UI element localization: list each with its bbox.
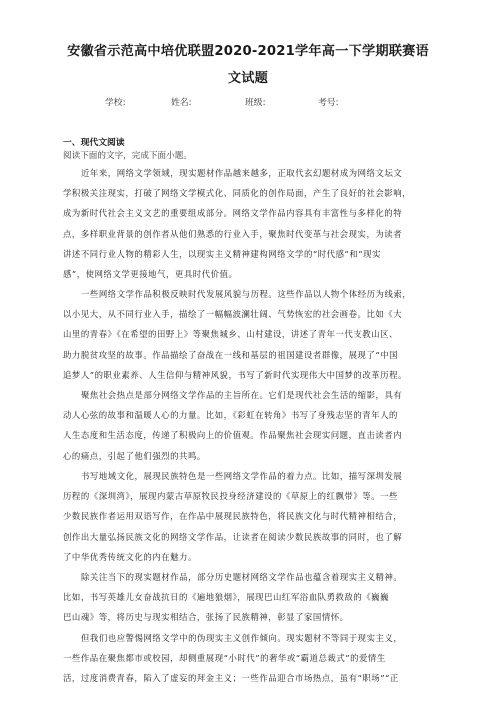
instruction: 阅读下面的文字，完成下面小题。 [63, 151, 192, 161]
paragraph-line: 一些网络文学作品积极反映时代发展风貌与历程。这些作品以人物个体经历为线索， [81, 289, 412, 299]
paragraph-line: 但我们也应警惕网络文学中的伪现实主义创作倾向。现实题材不等同于现实主义， [81, 633, 403, 643]
paragraph-line: 书写地域文化，展现民族特色是一些网络文学作品的着力点。比如，描写深圳发展 [81, 471, 403, 481]
paragraph-4 [63, 466, 431, 567]
paragraph-line: 山里的青春》《在希望的田野上》等聚焦城乡、山村建设，讲述了青年一代支教山区、 [63, 329, 398, 340]
paragraph-line: 了中华优秀传统文化的内在魅力。 [63, 551, 197, 562]
paragraph-5 [63, 567, 431, 628]
document-title-continued: 文试题 [227, 71, 269, 86]
paragraph-line: 点，多样职业背景的创作者从他们熟悉的行业入手，聚焦时代变革与社会现实，为读者 [63, 228, 403, 239]
paragraph-line: 比如，书写英雄儿女奋战抗日的《遍地狼烟》，展现巴山红军浴血队勇救敌的《巍巍 [63, 592, 390, 603]
paragraph-line: 除关注当下的现实题材作品，部分历史题材网络文学作品也蕴含着现实主义精神。 [81, 572, 403, 582]
paragraph-line: 助力脱贫攻坚的故事。作品描绘了奋战在一线和基层的祖国建设者群像，展现了“中国 [63, 349, 399, 360]
paragraph-line: 历程的《深圳湾》，展现内蒙古草原牧民投身经济建设的《草原上的红飘带》等。一些 [63, 491, 398, 502]
paragraph-line: 感”，使网络文学更接地气，更具时代价值。 [63, 268, 238, 279]
paragraph-line: 讲述不同行业人物的精彩人生，以现实主义精神建构网络文学的“时代感”和“现实 [63, 248, 381, 259]
document-title: 安徽省示范高中培优联盟2020-2021学年高一下学期联赛语 [67, 44, 429, 59]
paragraph-2 [63, 284, 431, 385]
paragraph-line: 追梦人”的职业素养、人生信仰与精神风貌，书写了新时代实现伟大中国梦的改革历程。 [63, 369, 407, 380]
name-label: 姓名: [171, 98, 192, 108]
paragraph-line: 一些作品在聚焦都市或校园，却侧重展现“小时代”的奢华或“霸道总裁式”的爱情生 [63, 653, 386, 664]
paragraph-line: 动人心弦的故事和温暖人心的力量。比如，《彩虹在转角》书写了身残志坚的青年人的 [63, 410, 398, 421]
section-heading: 一、现代文阅读 [63, 138, 125, 148]
paragraph-line: 心的痛点，引起了他们强烈的共鸣。 [63, 450, 206, 461]
paragraph-line: 学积极关注现实，打破了网络文学模式化、同质化的创作局面，产生了良好的社会影响， [63, 188, 412, 199]
paragraph-line: 少数民族作者运用双语写作，在作品中展现民族特色，将民族文化与时代精神相结合， [63, 511, 403, 522]
paragraph-line: 以小见大，从不同行业入手，描绘了一幅幅波澜壮阔、气势恢宏的社会画卷。比如《大 [63, 309, 403, 320]
paragraph-line: 人生态度和生活态度，传递了积极向上的价值观。作品聚焦社会现实问题，直击读者内 [63, 430, 403, 441]
class-label: 班级: [245, 98, 266, 108]
paragraph-line: 巴山魂》等，将历史与现实相结合，张扬了民族精神，彰显了家国情怀。 [63, 612, 349, 623]
paragraph-line: 成为新时代社会主义文艺的重要组成部分。网络文学作品内容具有丰富性与多样化的特 [63, 208, 403, 219]
exam-number-label: 考号: [318, 98, 339, 108]
paragraph-line: 近年来，网络文学领域，现实题材作品越来越多，正取代玄幻题材成为网络文坛文 [81, 168, 403, 178]
paragraph-3 [63, 385, 431, 466]
paragraph-line: 创作出大量弘扬民族文化的网络文学作品，让读者在阅读少数民族故事的同时，也了解 [63, 531, 403, 542]
school-label: 学校: [105, 98, 126, 108]
paragraph-line: 聚焦社会热点是部分网络文学作品的主旨所在。它们是现代社会生活的缩影，具有 [81, 390, 403, 400]
paragraph-line: 活，过度消费青春，陷入了虚妄的拜金主义；一些作品迎合市场热点，虽有“职场”“正 [63, 673, 399, 684]
paragraph-6 [63, 628, 431, 689]
paragraph-1 [63, 163, 431, 284]
